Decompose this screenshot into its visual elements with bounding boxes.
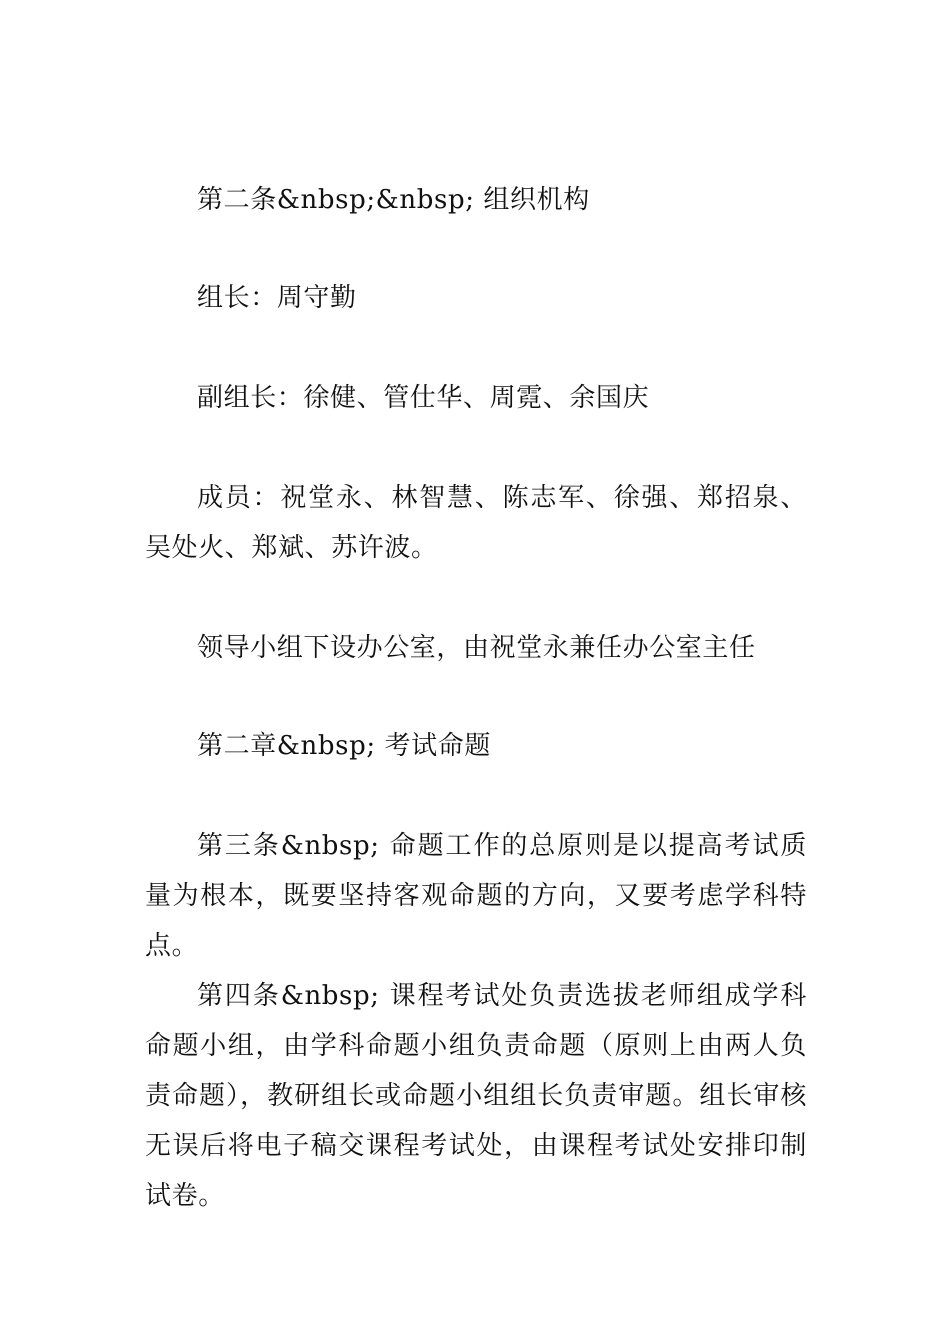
members-paragraph: 成员：祝堂永、林智慧、陈志军、徐强、郑招泉、吴处火、郑斌、苏许波。 (145, 483, 807, 563)
office-paragraph: 领导小组下设办公室，由祝堂永兼任办公室主任 (197, 633, 756, 663)
article-3-paragraph: 第三条&nbsp; 命题工作的总原则是以提高考试质量为根本，既要坚持客观命题的方向，又要考虑学科特点。 (145, 831, 807, 961)
deputy-leaders-line: 副组长：徐健、管仕华、周霓、余国庆 (197, 383, 650, 413)
group-leader-line: 组长：周守勤 (197, 283, 357, 313)
article-4-paragraph: 第四条&nbsp; 课程考试处负责选拔老师组成学科命题小组，由学科命题小组负责命题（原则上由两人负责命题），教研组长或命题小组组长负责审题。组长审核无误后将电子稿交课程考试处，由课程考试处安排印制试卷。 (145, 981, 807, 1211)
article-2-heading: 第二条&nbsp;&nbsp; 组织机构 (197, 185, 590, 215)
chapter-2-heading: 第二章&nbsp; 考试命题 (197, 731, 491, 761)
